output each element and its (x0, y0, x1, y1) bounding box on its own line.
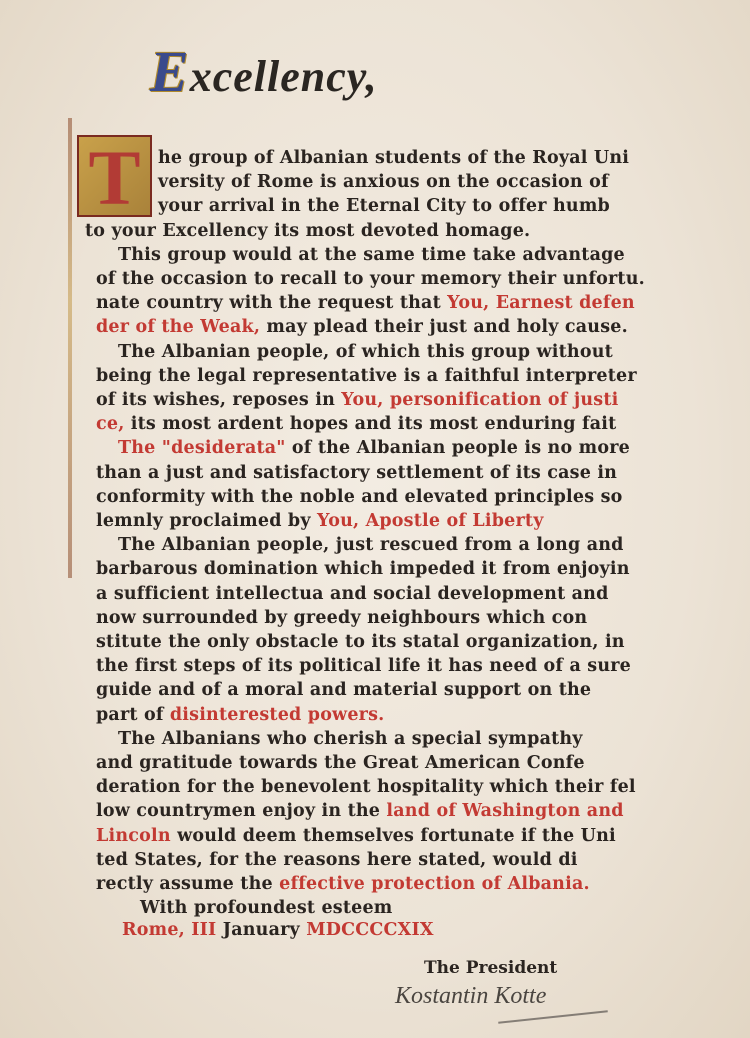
line-text: barbarous domination which impeded it from enjoyin (96, 559, 630, 579)
letter-line (118, 245, 625, 265)
rubric-text: You, Earnest defen (447, 293, 635, 313)
line-text: to your Excellency its most devoted homage. (85, 221, 531, 241)
rubric-text: III (191, 920, 217, 940)
line-text: This group would at the same time take advantage (118, 245, 625, 265)
line-text: With profoundest esteem (140, 898, 393, 918)
line-text: of the occasion to recall to your memory their unfortu. (96, 269, 645, 289)
illuminated-initial-t: T (88, 134, 141, 221)
rubric-text: Rome, (122, 920, 192, 940)
line-text: deration for the benevolent hospitality which their fel (96, 777, 636, 797)
letter-line (96, 269, 645, 289)
line-text: now surrounded by greedy neighbours which con (96, 608, 588, 628)
letter-line (96, 511, 544, 531)
line-text: may plead their just and holy cause. (260, 317, 628, 337)
line-text: of the Albanian people is no more (285, 438, 630, 458)
illuminated-initial-box (77, 134, 152, 221)
letter-line (96, 414, 616, 434)
line-text: being the legal representative is a faithful interpreter (96, 366, 637, 386)
letter-line (96, 826, 616, 846)
letter-line (96, 608, 587, 628)
letter-line (140, 898, 393, 918)
signature-title: The President (424, 958, 558, 978)
letter-line (96, 390, 618, 410)
letter-line (96, 559, 630, 579)
letter-line (96, 632, 625, 652)
letter-line (96, 874, 590, 894)
letter-line (96, 680, 591, 700)
rubric-text: ce, (96, 414, 125, 434)
line-text: January (216, 920, 307, 940)
signature: Kostantin Kotte (395, 983, 547, 1009)
rubric-text: You, personification of justi (341, 390, 619, 410)
rubric-text: You, Apostle of Liberty (317, 511, 544, 531)
rubric-text: Lincoln (96, 826, 171, 846)
letter-line (85, 221, 530, 241)
line-text: part of (96, 705, 170, 725)
line-text: The Albanians who cherish a special sympathy (118, 729, 583, 749)
rubric-text: effective protection of Albania. (279, 874, 590, 894)
letter-line (96, 463, 617, 483)
illuminated-initial-e: E (150, 39, 190, 104)
line-text: your arrival in the Eternal City to offer humb (158, 196, 610, 216)
letter-line (96, 850, 578, 870)
letter-line (118, 342, 613, 362)
letter-line (118, 535, 624, 555)
line-text: versity of Rome is anxious on the occasion of (158, 172, 609, 192)
line-text: stitute the only obstacle to its statal organization, in (96, 632, 625, 652)
rubric-text: land of Washington and (386, 801, 624, 821)
line-text: nate country with the request that (96, 293, 448, 313)
line-text: rectly assume the (96, 874, 280, 894)
rubric-text: MDCCCCXIX (306, 920, 434, 940)
letter-line (96, 317, 628, 337)
line-text: lemnly proclaimed by (96, 511, 318, 531)
line-text: conformity with the noble and elevated principles so (96, 487, 623, 507)
line-text: would deem themselves fortunate if the Uni (170, 826, 616, 846)
signature-flourish (498, 1010, 608, 1023)
letter-line (118, 438, 630, 458)
letter-line (118, 729, 583, 749)
line-text: The Albanian people, of which this group without (118, 342, 613, 362)
rubric-text: The "desiderata" (118, 438, 286, 458)
letter-line (158, 172, 609, 192)
rubric-text: der of the Weak, (96, 317, 261, 337)
line-text: of its wishes, reposes in (96, 390, 342, 410)
line-text: he group of Albanian students of the Royal Uni (158, 148, 630, 168)
salutation-heading (150, 38, 378, 105)
line-text: than a just and satisfactory settlement of its case in (96, 463, 618, 483)
line-text: ted States, for the reasons here stated, would di (96, 850, 578, 870)
line-text: low countrymen enjoy in the (96, 801, 387, 821)
decorative-vine (68, 118, 72, 578)
letter-line (158, 148, 629, 168)
salutation-rest: xcellency, (189, 52, 378, 101)
letter-line (96, 584, 609, 604)
letter-line (122, 920, 434, 940)
line-text: The Albanian people, just rescued from a long and (118, 535, 624, 555)
letter-line (96, 656, 631, 676)
letter-line (158, 196, 610, 216)
letter-line (96, 801, 624, 821)
letter-line (96, 705, 384, 725)
letter-line (96, 293, 635, 313)
letter-line (96, 487, 623, 507)
letter-line (96, 366, 637, 386)
line-text: its most ardent hopes and its most enduring fait (124, 414, 617, 434)
rubric-text: disinterested powers. (169, 705, 385, 725)
letter-line (96, 753, 585, 773)
line-text: the first steps of its political life it has need of a sure (96, 656, 632, 676)
line-text: and gratitude towards the Great American Confe (96, 753, 585, 773)
line-text: guide and of a moral and material support on the (96, 680, 592, 700)
line-text: a sufficient intellectua and social development and (96, 584, 609, 604)
letter-line (96, 777, 636, 797)
